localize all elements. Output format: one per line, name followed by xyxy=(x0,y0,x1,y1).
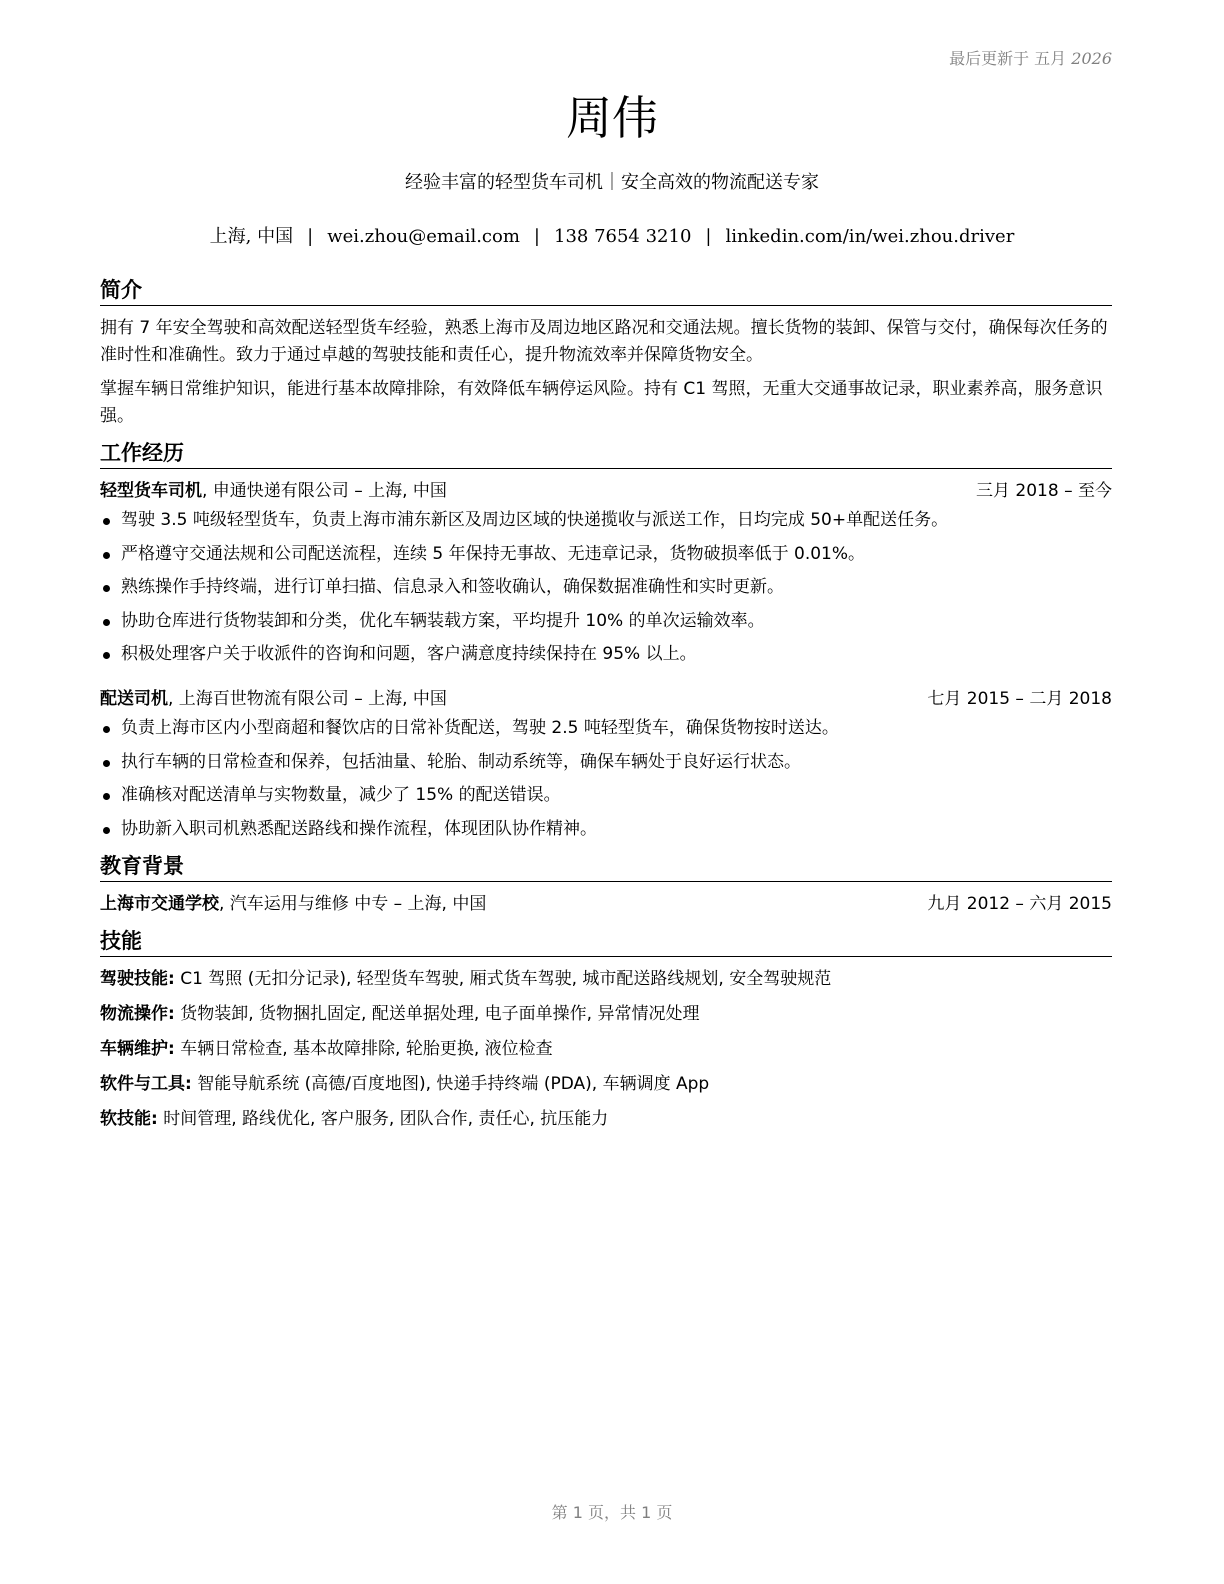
contact-linkedin[interactable]: linkedin.com/in/wei.zhou.driver xyxy=(725,226,1015,247)
summary-title: 简介 xyxy=(100,276,1112,306)
education-section xyxy=(100,852,1112,918)
last-updated-year: 2026 xyxy=(1071,49,1112,68)
skill-value: 时间管理, 路线优化, 客户服务, 团队合作, 责任心, 抗压能力 xyxy=(157,1108,609,1129)
education-entry xyxy=(100,891,1112,918)
job-bullet: 积极处理客户关于收派件的咨询和问题，客户满意度持续保持在 95% 以上。 xyxy=(100,641,1112,668)
job-bullet: 准确核对配送清单与实物数量，减少了 15% 的配送错误。 xyxy=(100,782,1112,809)
job-bullet: 负责上海市区内小型商超和餐饮店的日常补货配送，驾驶 2.5 吨轻型货车，确保货物按时送达。 xyxy=(100,715,1112,742)
job-bullet: 执行车辆的日常检查和保养，包括油量、轮胎、制动系统等，确保车辆处于良好运行状态。 xyxy=(100,749,1112,776)
job-bullet: 驾驶 3.5 吨级轻型货车，负责上海市浦东新区及周边区域的快递揽收与派送工作，日均完成 50+单配送任务。 xyxy=(100,507,1112,534)
job-entry xyxy=(100,478,1112,668)
contact-separator: | xyxy=(307,226,314,247)
education-school-detail xyxy=(100,891,486,918)
page-footer: 第 1 页，共 1 页 xyxy=(551,1503,673,1522)
job-header xyxy=(100,686,1112,713)
skill-row xyxy=(100,1001,1112,1028)
candidate-name: 周伟 xyxy=(566,91,658,145)
tagline: 经验丰富的轻型货车司机｜安全高效的物流配送专家 xyxy=(405,172,819,193)
education-detail: , 汽车运用与维修 中专 – 上海, 中国 xyxy=(219,893,487,914)
skill-label: 软技能: xyxy=(100,1108,158,1129)
job-header xyxy=(100,478,1112,505)
resume-content xyxy=(100,276,1112,1142)
last-updated xyxy=(949,46,1112,69)
contact-separator: | xyxy=(705,226,712,247)
contact-location: 上海, 中国 xyxy=(209,226,294,247)
job-role-company xyxy=(100,478,447,505)
job-role: 轻型货车司机 xyxy=(100,481,202,501)
education-title: 教育背景 xyxy=(100,852,1112,882)
job-company: , 上海百世物流有限公司 – 上海, 中国 xyxy=(168,689,447,709)
education-dates: 九月 2012 – 六月 2015 xyxy=(927,893,1112,914)
job-bullets xyxy=(100,715,1112,843)
skill-value: C1 驾照 (无扣分记录), 轻型货车驾驶, 厢式货车驾驶, 城市配送路线规划, 安全驾驶规范 xyxy=(174,968,832,989)
skill-row xyxy=(100,1106,1112,1133)
skill-label: 物流操作: xyxy=(100,1003,175,1024)
skill-value: 智能导航系统 (高德/百度地图), 快递手持终端 (PDA), 车辆调度 App xyxy=(191,1073,710,1094)
job-role-company xyxy=(100,686,447,713)
skills-title: 技能 xyxy=(100,927,1112,957)
experience-title: 工作经历 xyxy=(100,439,1112,469)
contact-line xyxy=(0,224,1224,250)
job-company: , 申通快递有限公司 – 上海, 中国 xyxy=(202,481,447,501)
contact-separator: | xyxy=(533,226,540,247)
experience-section xyxy=(100,439,1112,843)
skill-row xyxy=(100,1036,1112,1063)
job-bullet: 严格遵守交通法规和公司配送流程，连续 5 年保持无事故、无违章记录，货物破损率低于 0.01%。 xyxy=(100,541,1112,568)
last-updated-label: 最后更新于 五月 xyxy=(949,49,1067,68)
job-bullet: 协助仓库进行货物装卸和分类，优化车辆装载方案，平均提升 10% 的单次运输效率。 xyxy=(100,608,1112,635)
skill-label: 车辆维护: xyxy=(100,1038,175,1059)
skill-label: 驾驶技能: xyxy=(100,968,175,989)
job-bullets xyxy=(100,507,1112,668)
skill-row xyxy=(100,966,1112,993)
summary-paragraph: 掌握车辆日常维护知识，能进行基本故障排除，有效降低车辆停运风险。持有 C1 驾照，无重大交通事故记录，职业素养高，服务意识强。 xyxy=(100,379,1103,426)
job-dates: 七月 2015 – 二月 2018 xyxy=(927,689,1112,709)
skill-label: 软件与工具: xyxy=(100,1073,192,1094)
skill-row xyxy=(100,1071,1112,1098)
skill-value: 货物装卸, 货物捆扎固定, 配送单据处理, 电子面单操作, 异常情况处理 xyxy=(174,1003,700,1024)
education-school: 上海市交通学校 xyxy=(100,893,219,914)
skill-value: 车辆日常检查, 基本故障排除, 轮胎更换, 液位检查 xyxy=(174,1038,553,1059)
job-role: 配送司机 xyxy=(100,689,168,709)
summary-paragraph: 拥有 7 年安全驾驶和高效配送轻型货车经验，熟悉上海市及周边地区路况和交通法规。擅长货物的装卸、保管与交付，确保每次任务的准时性和准确性。致力于通过卓越的驾驶技能和责任心，提升物流效率并保障货物安全。 xyxy=(100,318,1108,365)
job-entry xyxy=(100,686,1112,843)
job-bullet: 熟练操作手持终端，进行订单扫描、信息录入和签收确认，确保数据准确性和实时更新。 xyxy=(100,574,1112,601)
job-bullet: 协助新入职司机熟悉配送路线和操作流程，体现团队协作精神。 xyxy=(100,816,1112,843)
contact-email[interactable]: wei.zhou@email.com xyxy=(327,226,520,247)
skills-section xyxy=(100,927,1112,1133)
summary-section xyxy=(100,276,1112,430)
job-dates: 三月 2018 – 至今 xyxy=(976,481,1112,501)
contact-phone[interactable]: 138 7654 3210 xyxy=(554,226,692,247)
